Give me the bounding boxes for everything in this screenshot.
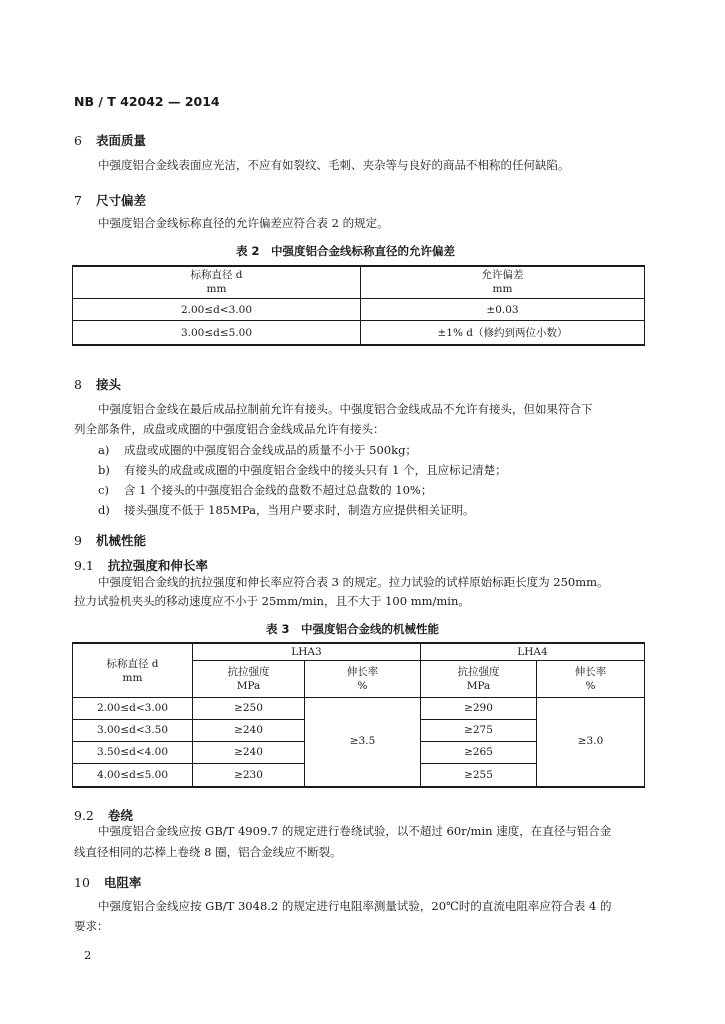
table-2-header-tolerance	[361, 268, 644, 296]
section-10-paragraph-line2: 要求：	[74, 919, 109, 933]
section-title: 尺寸偏差	[95, 193, 146, 208]
table-row-range: 2.00≤d<3.00	[180, 304, 253, 316]
section-number: 9	[74, 533, 82, 548]
section-8-heading	[74, 375, 121, 393]
lha3-elongation-value: ≥3.5	[349, 735, 376, 747]
table-row-range: 3.00≤d≤5.00	[180, 327, 253, 339]
section-number: 7	[74, 193, 82, 208]
header-unit: mm	[206, 283, 227, 295]
lha3-tensile-value: ≥240	[234, 746, 263, 758]
table-2-header-diameter	[73, 268, 360, 296]
header-label: 允许偏差	[481, 269, 524, 281]
table-3-group-lha3: LHA3	[291, 646, 322, 658]
table-3-header-lha4-elongation	[537, 665, 644, 693]
header-label: 抗拉强度	[457, 666, 500, 678]
header-unit: MPa	[466, 680, 491, 692]
lha3-tensile-value: ≥230	[234, 769, 263, 781]
section-9-1-heading	[74, 556, 208, 574]
list-item	[98, 502, 474, 518]
list-label: c)	[98, 483, 109, 497]
section-title: 接头	[95, 377, 121, 392]
lha4-elongation-value: ≥3.0	[577, 735, 604, 747]
section-9-1-paragraph-line1: 中强度铝合金线的抗拉强度和伸长率应符合表 3 的规定。拉力试验的试样原始标距长度为 250mm。	[98, 575, 609, 589]
table-3-caption: 表 3 中强度铝合金线的机械性能	[266, 622, 440, 636]
section-10-heading	[74, 873, 141, 891]
table-row-range: 3.00≤d<3.50	[96, 724, 169, 736]
list-item	[98, 482, 432, 498]
header-label: 伸长率	[346, 666, 379, 678]
table-row-range: 4.00≤d≤5.00	[96, 769, 169, 781]
section-title: 表面质量	[95, 133, 146, 148]
table-3-group-lha4: LHA4	[517, 646, 548, 658]
table-3-header-lha3-elongation	[305, 665, 420, 693]
section-9-heading	[74, 531, 146, 549]
lha4-tensile-value: ≥275	[464, 724, 493, 736]
header-unit: %	[585, 680, 596, 692]
lha3-tensile-value: ≥250	[234, 702, 263, 714]
list-text: 成盘或成圈的中强度铝合金线成品的质量不小于 500kg；	[124, 443, 417, 457]
section-7-heading	[74, 191, 146, 209]
header-unit: %	[357, 680, 368, 692]
list-label: a)	[98, 443, 110, 457]
table-3-header-lha4-tensile	[421, 665, 536, 693]
section-title: 机械性能	[95, 533, 146, 548]
standard-header: NB / T 42042 — 2014	[74, 94, 220, 109]
header-label: 伸长率	[574, 666, 607, 678]
section-title: 卷绕	[107, 808, 133, 823]
header-unit: mm	[122, 672, 143, 684]
header-unit: mm	[492, 283, 513, 295]
list-item	[98, 442, 417, 458]
section-9-1-paragraph-line2: 拉力试验机夹头的移动速度应不小于 25mm/min，且不大于 100 mm/min。	[74, 594, 470, 608]
section-7-paragraph: 中强度铝合金线标称直径的允许偏差应符合表 2 的规定。	[98, 216, 389, 230]
section-10-paragraph-line1: 中强度铝合金线应按 GB/T 3048.2 的规定进行电阻率测量试验，20℃时的直流电阻率应符合表 4 的	[98, 899, 612, 913]
list-text: 有接头的成盘或成圈的中强度铝合金线中的接头只有 1 个，且应标记清楚；	[124, 463, 507, 477]
page-number: 2	[84, 948, 92, 962]
section-6-heading	[74, 131, 146, 149]
lha3-tensile-value: ≥240	[234, 724, 263, 736]
list-text: 接头强度不低于 185MPa，当用户要求时，制造方应提供相关证明。	[124, 503, 475, 517]
list-text: 含 1 个接头的中强度铝合金线的盘数不超过总盘数的 10%；	[124, 483, 433, 497]
lha4-tensile-value: ≥265	[464, 746, 493, 758]
list-label: d)	[98, 503, 110, 517]
table-3-header-lha3-tensile	[193, 665, 304, 693]
table-row-range: 2.00≤d<3.00	[96, 702, 169, 714]
section-9-2-paragraph-line2: 线直径相同的芯棒上卷绕 8 圈，铝合金线应不断裂。	[74, 845, 342, 859]
section-title: 抗拉强度和伸长率	[107, 558, 208, 573]
section-number: 9.1	[74, 558, 94, 573]
section-8-paragraph-line1: 中强度铝合金线在最后成品拉制前允许有接头。中强度铝合金线成品不允许有接头，但如果符合下	[98, 402, 593, 416]
table-row-tolerance: ±1% d（修约到两位小数）	[437, 327, 568, 339]
header-label: 标称直径 d	[106, 658, 159, 670]
header-label: 标称直径 d	[190, 269, 243, 281]
section-9-2-paragraph-line1: 中强度铝合金线应按 GB/T 4909.7 的规定进行卷绕试验，以不超过 60r/min 速度，在直径与铝合金	[98, 824, 612, 838]
table-row-tolerance: ±0.03	[486, 304, 519, 316]
list-label: b)	[98, 463, 110, 477]
table-2-caption: 表 2 中强度铝合金线标称直径的允许偏差	[236, 244, 456, 258]
section-8-paragraph-line2: 列全部条件，成盘或成圈的中强度铝合金线成品允许有接头：	[74, 422, 385, 436]
table-3-header-diameter	[73, 657, 192, 685]
list-item	[98, 462, 507, 478]
section-number: 8	[74, 377, 82, 392]
section-6-paragraph: 中强度铝合金线表面应光洁，不应有如裂纹、毛刺、夹杂等与良好的商品不相称的任何缺陷。	[98, 158, 570, 172]
header-label: 抗拉强度	[227, 666, 270, 678]
table-row-range: 3.50≤d<4.00	[96, 746, 169, 758]
section-number: 10	[74, 875, 90, 890]
lha4-tensile-value: ≥255	[464, 769, 493, 781]
header-unit: MPa	[236, 680, 261, 692]
section-number: 6	[74, 133, 82, 148]
lha4-tensile-value: ≥290	[464, 702, 493, 714]
section-number: 9.2	[74, 808, 94, 823]
section-title: 电阻率	[103, 875, 142, 890]
